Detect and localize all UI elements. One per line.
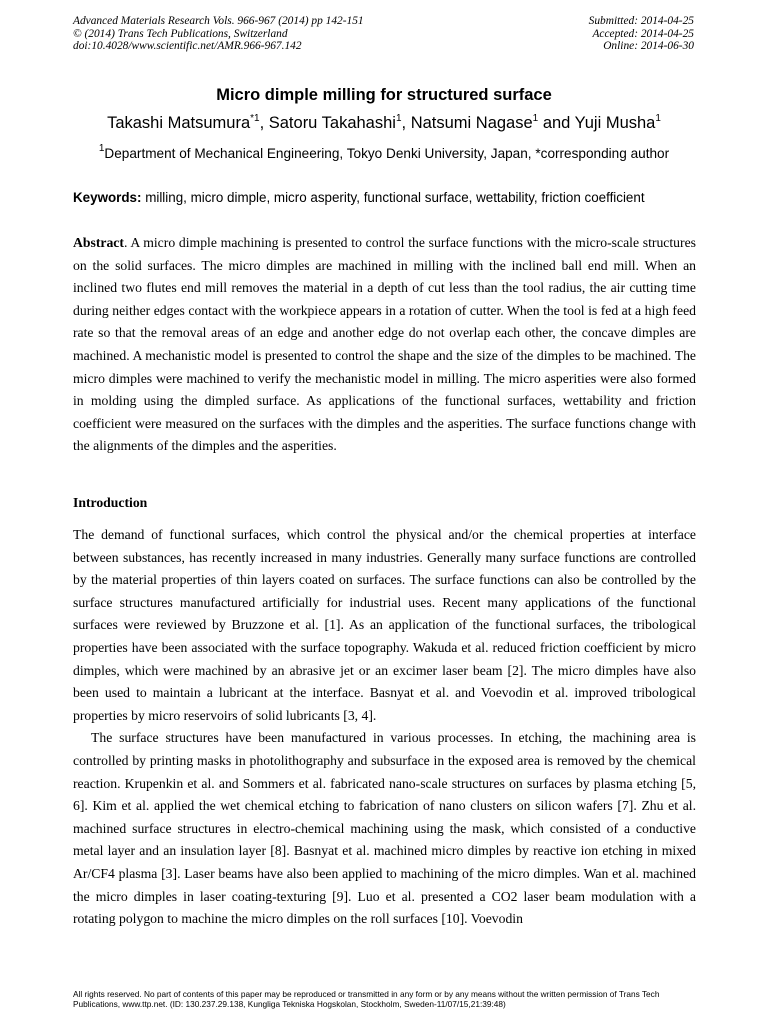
keywords-label: Keywords:	[73, 190, 142, 205]
author-affiliation-mark: 1	[395, 113, 402, 124]
affiliation-mark: 1	[98, 143, 105, 154]
copyright-footer: All rights reserved. No part of contents of this paper may be reproduced or transmitted in any form or by any means without the written permission of Trans Tech Publications, www.ttp.net. (ID: 130.237.29.138, Kungliga Tekniska Hogskolan, Stockholm, Sweden-11/07/15,21:39:48)	[73, 989, 660, 1009]
author-separator: ,	[259, 114, 269, 132]
abstract-label: Abstract	[73, 235, 124, 250]
keywords	[73, 190, 713, 205]
paper-title: Micro dimple milling for structured surface	[216, 86, 552, 104]
section-heading-introduction: Introduction	[73, 495, 148, 510]
journal-header	[73, 15, 364, 53]
abstract	[73, 232, 696, 458]
abstract-text: . A micro dimple machining is presented to control the surface functions with the micro-scale structures on the solid surfaces. The micro dimples are machined in milling with the inclined ball end mill. When an inclined two flutes end mill removes the material in a depth of cut less than the tool radius, the air cutting time during neither edges contact with the workpiece appears in a rotation of cutter. When the tool is fed at a high feed rate so that the removal areas of an edge and another edge do not overlap each other, the concave dimples are machined. A mechanistic model is presented to control the shape and the size of the dimples to be machined. The micro dimples were machined to verify the mechanistic model in milling. The micro asperities were also formed in molding using the dimpled surface. As applications of the functional surfaces, wettability and friction coefficient were measured on the surfaces with the dimples and the asperities. The surface functions change with the alignments of the dimples and the asperities.	[73, 235, 696, 454]
copyright-line: © (2014) Trans Tech Publications, Switzerland	[73, 27, 288, 40]
intro-paragraph: The demand of functional surfaces, which control the physical and/or the chemical properties at interface between substances, has recently increased in many industries. Generally many surface functions are controlled by the material properties of thin layers coated on surfaces. The surface functions can also be controlled by the surface structures manufactured artificially for industrial uses. Recent many applications of the functional surfaces were reviewed by Bruzzone et al. [1]. As an application of the functional surfaces, the tribological properties have been associated with the surface topography. Wakuda et al. reduced friction coefficient by micro dimples, which were machined by an abrasive jet or an excimer laser beam [2]. The micro dimples have also been used to maintain a lubricant at the interface. Basnyat et al. and Voevodin et al. improved tribological properties by micro reservoirs of solid lubricants [3, 4].	[73, 527, 696, 723]
online-date: Online: 2014-06-30	[603, 40, 694, 53]
affiliation-text: Department of Mechanical Engineering, Tokyo Denki University, Japan, *corresponding author	[104, 146, 670, 161]
affiliation	[0, 143, 768, 161]
submitted-date: Submitted: 2014-04-25	[588, 15, 694, 27]
doi-link[interactable]: doi:10.4028/www.scientific.net/AMR.966-967.142	[73, 40, 302, 53]
abstract-paragraph	[73, 232, 696, 458]
author-separator: ,	[401, 114, 411, 132]
author-affiliation-mark: 1	[655, 113, 661, 124]
intro-paragraph: The surface structures have been manufactured in various processes. In etching, the machining area is controlled by printing masks in photolithography and subsurface in the exposed area is removed by the chemical reaction. Krupenkin et al. and Sommers et al. fabricated nano-scale structures on surfaces by plasma etching [5, 6]. Kim et al. applied the wet chemical etching to fabrication of nano clusters on silicon wafers [7]. Zhu et al. machined surface structures in electro-chemical machining using the mask, which consisted of a conductive metal layer and an insulation layer [8]. Basnyat et al. machined micro dimples by reactive ion etching in mixed Ar/CF4 plasma [3]. Laser beams have also been applied to machining of the micro dimples. Wan et al. machined the micro dimples in laser coating-texturing [9]. Luo et al. presented a CO2 laser beam modulation with a rotating polygon to machine the micro dimples on the roll surfaces [10]. Voevodin	[73, 730, 696, 927]
author-name: Natsumi Nagase	[410, 114, 533, 132]
author-name: Yuji Musha	[574, 114, 656, 132]
keywords-text: milling, micro dimple, micro asperity, functional surface, wettability, friction coefficient	[141, 190, 645, 205]
author-affiliation-mark: 1	[532, 113, 539, 124]
author-name: Satoru Takahashi	[268, 114, 396, 132]
author-affiliation-mark: *1	[250, 113, 260, 124]
journal-citation: Advanced Materials Research Vols. 966-967 (2014) pp 142-151	[73, 15, 364, 27]
author-separator: and	[538, 114, 575, 132]
introduction-body	[73, 524, 696, 931]
author-list	[0, 114, 768, 133]
dates-header	[589, 15, 694, 53]
author-name: Takashi Matsumura	[107, 114, 251, 132]
accepted-date: Accepted: 2014-04-25	[592, 27, 694, 40]
